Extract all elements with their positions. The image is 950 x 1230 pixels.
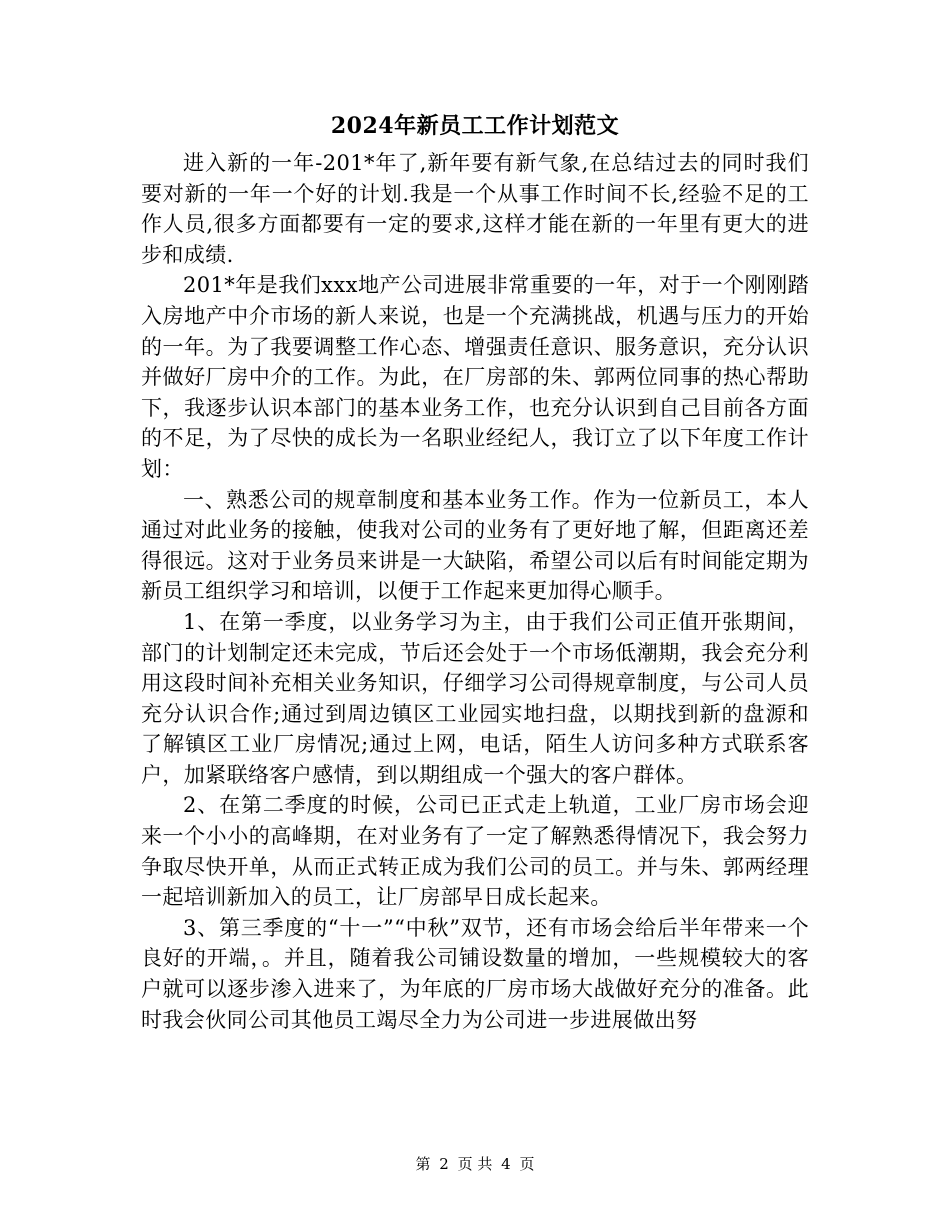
- page-middle: 页 共: [457, 1155, 493, 1173]
- page-total: 4: [501, 1155, 511, 1173]
- paragraph-company-year: 201*年是我们xxx地产公司进展非常重要的一年，对于一个刚刚踏入房地产中介市场的新人来说，也是一个充满挑战，机遇与压力的开始的一年。为了我要调整工作心态、增强责任意识、服务意识，充分认识并做好厂房中介的工作。为此，在厂房部的朱、郭两位同事的热心帮助下，我逐步认识本部门的基本业务工作，也充分认识到自己目前各方面的不足，为了尽快的成长为一名职业经纪人，我订立了以下年度工作计划：: [141, 273, 809, 481]
- paragraph-quarter-three: 3、第三季度的“十一”“中秋”双节，还有市场会给后半年带来一个良好的开端，。并且，随着我公司铺设数量的增加，一些规模较大的客户就可以逐步渗入进来了，为年底的厂房市场大战做好充分的准备。此时我会伙同公司其他员工竭尽全力为公司进一步进展做出努: [141, 915, 809, 1032]
- paragraph-intro: 进入新的一年-201*年了,新年要有新气象,在总结过去的同时我们要对新的一年一个好的计划.我是一个从事工作时间不长,经验不足的工作人员,很多方面都要有一定的要求,这样才能在新的一年里有更大的进步和成绩.: [141, 151, 809, 267]
- page-suffix: 页: [519, 1155, 535, 1173]
- paragraph-section-one: 一、熟悉公司的规章制度和基本业务工作。作为一位新员工，本人通过对此业务的接触，使我对公司的业务有了更好地了解，但距离还差得很远。这对于业务员来讲是一大缺陷，希望公司以后有时间能定期为新员工组织学习和培训，以便于工作起来更加得心顺手。: [141, 487, 809, 604]
- paragraph-quarter-two: 2、在第二季度的时候，公司已正式走上轨道，工业厂房市场会迎来一个小小的高峰期，在对业务有了一定了解熟悉得情况下，我会努力争取尽快开单，从而正式转正成为我们公司的员工。并与朱、郭两经理一起培训新加入的员工，让厂房部早日成长起来。: [141, 793, 809, 910]
- page-current: 2: [439, 1155, 449, 1173]
- page-prefix: 第: [415, 1155, 431, 1173]
- document-title: 2024年新员工工作计划范文: [330, 113, 620, 139]
- paragraph-quarter-one: 1、在第一季度，以业务学习为主，由于我们公司正值开张期间，部门的计划制定还未完成，节后还会处于一个市场低潮期，我会充分利用这段时间补充相关业务知识，仔细学习公司得规章制度，与公司人员充分认识合作;通过到周边镇区工业园实地扫盘，以期找到新的盘源和了解镇区工业厂房情况;通过上网，电话，陌生人访问多种方式联系客户，加紧联络客户感情，到以期组成一个强大的客户群体。: [141, 609, 809, 787]
- page-number-footer: [0, 1152, 950, 1176]
- document-body: [141, 148, 809, 1035]
